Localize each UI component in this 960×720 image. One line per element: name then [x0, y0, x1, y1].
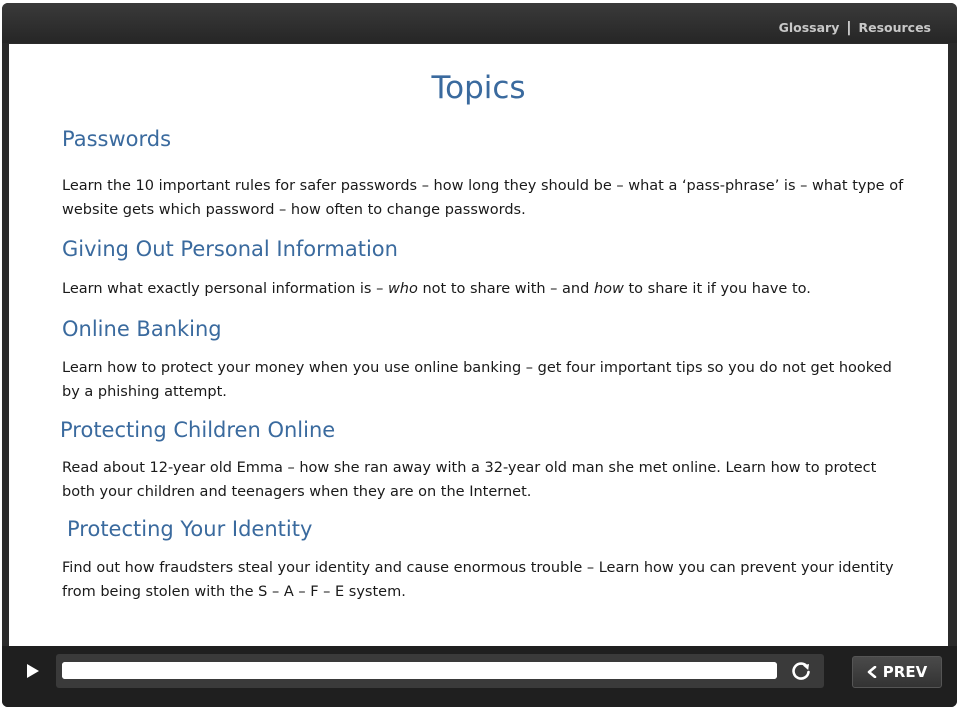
- glossary-link[interactable]: Glossary: [778, 19, 840, 35]
- text-personal-information-e: to share it if you have to.: [623, 281, 811, 297]
- top-links-separator: |: [846, 20, 852, 36]
- replay-icon: [790, 660, 812, 682]
- text-personal-information-how: how: [593, 281, 624, 297]
- text-passwords: Learn the 10 important rules for safer passwords – how long they should be – what a ‘pass-phrase’ is – what type of website gets which password – how often to change passwords.: [62, 178, 904, 218]
- prev-label: PREV: [882, 663, 928, 681]
- top-bar: [2, 3, 957, 43]
- progress-fill: [62, 662, 777, 679]
- prev-button[interactable]: [852, 656, 942, 688]
- slide-title: Topics: [431, 70, 526, 106]
- text-personal-information-who: who: [387, 281, 418, 297]
- resources-link[interactable]: Resources: [858, 19, 931, 35]
- top-links: [779, 19, 931, 35]
- text-protecting-children: Read about 12-year old Emma – how she ran away with a 32-year old man she met online. Learn how to protect both your children and teenagers when they are on the Internet.: [62, 460, 877, 500]
- chevron-left-icon: [867, 666, 877, 678]
- heading-passwords: Passwords: [62, 127, 172, 151]
- slide-content: [9, 44, 948, 646]
- play-icon: [24, 663, 42, 679]
- text-protecting-identity: Find out how fraudsters steal your identity and cause enormous trouble – Learn how you can prevent your identity from being stolen with the S – A – F – E system.: [62, 560, 894, 600]
- text-personal-information-c: not to share with – and: [417, 281, 594, 297]
- play-button[interactable]: [15, 655, 51, 687]
- heading-personal-information: Giving Out Personal Information: [62, 237, 398, 261]
- progress-bar[interactable]: [62, 662, 777, 679]
- text-personal-information: [62, 277, 912, 301]
- text-personal-information-a: Learn what exactly personal information is –: [62, 281, 388, 297]
- heading-online-banking: Online Banking: [62, 317, 222, 341]
- heading-protecting-identity: Protecting Your Identity: [67, 517, 313, 541]
- heading-protecting-children: Protecting Children Online: [60, 418, 336, 442]
- replay-button[interactable]: [786, 657, 816, 685]
- text-online-banking: Learn how to protect your money when you use online banking – get four important tips so you do not get hooked by a phishing attempt.: [62, 360, 892, 400]
